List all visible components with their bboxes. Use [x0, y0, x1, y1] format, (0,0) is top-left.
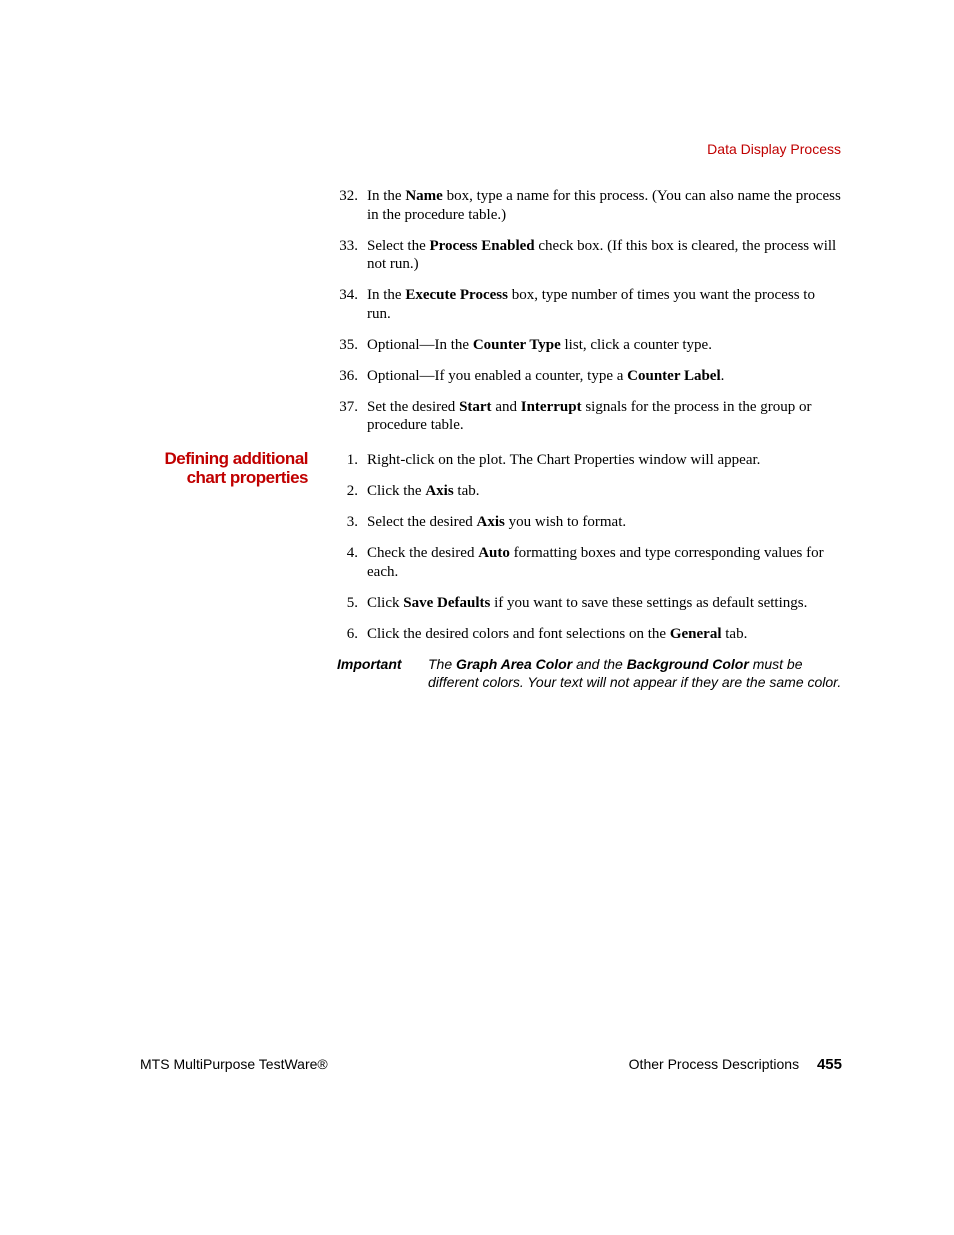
list-item — [337, 594, 842, 613]
footer-product-name: MTS MultiPurpose TestWare® — [140, 1056, 328, 1072]
emphasis-term: Graph Area Color — [456, 656, 573, 672]
emphasis-term: Axis — [425, 483, 454, 499]
emphasis-term: Process Enabled — [429, 237, 535, 254]
text-run: Optional—In the — [367, 336, 473, 353]
text-run: The — [428, 656, 457, 672]
step-text — [367, 544, 842, 581]
text-run: tab. — [453, 483, 480, 499]
section-heading — [165, 450, 309, 487]
list-item — [337, 451, 842, 470]
text-run: . — [720, 367, 725, 384]
text-run: box, type number of times you want the process to run. — [367, 287, 815, 322]
list-item — [337, 544, 842, 581]
text-run: signals for the process in the group or procedure table. — [367, 398, 812, 433]
list-item — [337, 187, 842, 224]
step-number: 2. — [346, 483, 358, 499]
emphasis-term: Counter Type — [472, 336, 561, 353]
step-number: 35. — [339, 336, 358, 353]
emphasis-term: General — [669, 625, 722, 642]
text-run: formatting boxes and type corresponding values for each. — [367, 545, 824, 580]
step-text — [367, 451, 842, 470]
step-number: 4. — [346, 545, 358, 561]
step-text — [367, 237, 842, 274]
text-run: Set the desired — [367, 398, 460, 415]
chart-properties-steps — [337, 451, 842, 656]
emphasis-term: Start — [459, 398, 492, 415]
text-run: Right-click on the plot. The Chart Properties window will appear. — [367, 452, 761, 468]
text-run: you wish to format. — [504, 514, 627, 530]
text-run: Select the — [367, 237, 430, 254]
step-number: 32. — [339, 188, 358, 204]
text-run: In the — [367, 188, 406, 204]
step-text — [367, 286, 842, 323]
page-number: 455 — [816, 1056, 842, 1073]
step-number: 34. — [339, 287, 358, 303]
emphasis-term: Interrupt — [520, 398, 582, 415]
text-run: and — [491, 398, 521, 415]
note-label: Important — [337, 656, 402, 672]
step-text — [367, 187, 842, 224]
list-item — [337, 286, 842, 323]
step-text — [367, 482, 842, 501]
emphasis-term: Execute Process — [405, 287, 508, 303]
step-number: 3. — [346, 514, 358, 530]
text-run: check box. (If this box is cleared, the process will not run.) — [367, 237, 837, 272]
step-number: 5. — [346, 594, 358, 611]
running-head: Data Display Process — [707, 141, 841, 157]
text-run: list, click a counter type. — [560, 336, 712, 353]
list-item — [337, 336, 842, 355]
note-text — [428, 656, 848, 691]
emphasis-term: Name — [405, 188, 443, 204]
emphasis-term: Save Defaults — [403, 594, 491, 611]
text-run: Click the desired colors and font selections on the — [367, 625, 670, 642]
step-text — [367, 513, 842, 532]
list-item — [337, 237, 842, 274]
list-item — [337, 398, 842, 435]
emphasis-term: Counter Label — [627, 367, 721, 384]
text-run: tab. — [721, 625, 748, 642]
text-run: Check the desired — [367, 545, 479, 561]
emphasis-term: Axis — [476, 514, 505, 530]
list-item — [337, 482, 842, 501]
step-text — [367, 625, 842, 644]
step-text — [367, 367, 842, 386]
text-run: Click the — [367, 483, 426, 499]
text-run: Select the desired — [367, 514, 477, 530]
procedure-steps-continued — [337, 187, 842, 447]
step-number: 33. — [339, 237, 358, 254]
emphasis-term: Background Color — [626, 656, 749, 672]
text-run: and the — [572, 656, 627, 672]
step-text — [367, 594, 842, 613]
text-run: box, type a name for this process. (You can also name the process in the procedure table.) — [367, 188, 841, 223]
step-number: 1. — [346, 452, 358, 468]
text-run: Optional—If you enabled a counter, type a — [367, 367, 628, 384]
footer-section-title: Other Process Descriptions — [628, 1056, 800, 1072]
list-item — [337, 625, 842, 644]
emphasis-term: Auto — [478, 545, 510, 561]
text-run: must be different colors. Your text will not appear if they are the same color. — [428, 656, 842, 690]
section-heading-line-2: chart properties — [186, 467, 308, 487]
step-number: 6. — [346, 625, 358, 642]
step-text — [367, 336, 842, 355]
text-run: if you want to save these settings as default settings. — [490, 594, 808, 611]
text-run: In the — [367, 287, 406, 303]
list-item — [337, 513, 842, 532]
list-item — [337, 367, 842, 386]
step-text — [367, 398, 842, 435]
footer-right — [629, 1056, 842, 1073]
section-heading-line-1: Defining additional — [164, 449, 308, 468]
step-number: 36. — [339, 367, 358, 384]
step-number: 37. — [339, 398, 358, 415]
text-run: Click — [367, 594, 404, 611]
